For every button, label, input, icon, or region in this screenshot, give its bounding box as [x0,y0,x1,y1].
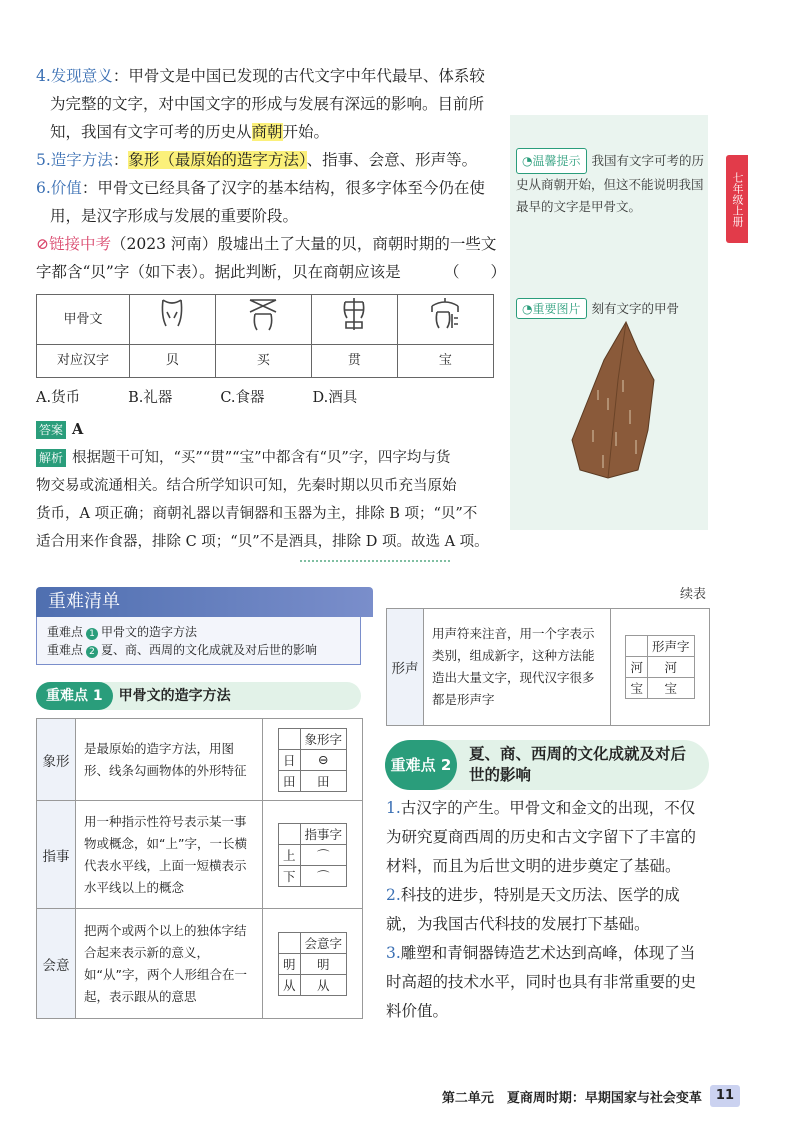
bei-oracle-glyph-icon [130,295,216,345]
item-5: 5.造字方法：象形（最原始的造字方法）、指事、会意、形声等。 [36,151,478,169]
method-row: 指事 用一种指示性符号表示某一事物或概念，如“上”字，一长横代表水平线，上面一短横表示水平线以上的概念 指事字 上 ⌒ 下 ⌒ [37,801,363,909]
answer: 答案 A [36,416,506,444]
section-2-header: 重难点 2 夏、商、西周的文化成就及对后世的影响 [385,740,709,790]
link-icon: ⊘ [36,235,49,253]
question-block: 4.发现意义：甲骨文是中国已发现的古代文字中年代最早、体系较 为完整的文字，对中国文字的形成与发展有深远的影响。目前所 知，我国有文字可考的历史从商朝开始。 5.造字方法：象形（最原始的造字方法）、指事、会意、形声等。 6.价值：甲骨文已经具备了汉字的基本结构，很多字体至今仍在使 用，是汉字形成与发展的重要阶段。 ⊘链接中考（2023 河南）殷墟出土了大量的贝，商朝时期的一些文 字都含“贝”字（如下表）。据此判断，贝在商朝应该是 （ ） 甲骨文 对应汉字 贝 买 贯 宝 A.货币 B.礼器 C.食器 D.酒具 答案 A 解析 根据题干可知，“买”“贯”“宝”中都含有“贝”字，四字均与货 物交易或流通相关。结合所学知识可知，先秦时期以贝币充当原始 货币，A 项正确；商朝礼器以青铜器和玉器为主，排除 B 项；“贝”不 适合用来作食器，排除 C 项；“贝”不是酒具，排除 D 项。故选 A 项。 [36,62,506,556]
section-2-list [386,794,710,1026]
grade-tab: 七年级上册 [726,155,748,243]
method-table [36,718,363,1019]
key-list-title: 重难清单 [36,587,373,617]
options [36,384,506,412]
oracle-table: 甲骨文 对应汉字 贝 买 贯 宝 [36,294,494,378]
page-number: 11 [710,1085,740,1107]
option-a: A.货币 [36,390,81,406]
tip-icon: ◔ [522,154,533,168]
list-item: 1.古汉字的产生。甲骨文和金文的出现，不仅为研究夏商西周的历史和古文字留下了丰富的材料，而且为后世文明的进步奠定了基础。 [386,799,697,875]
section-divider [300,560,450,562]
option-d: D.酒具 [312,390,358,406]
guan-oracle-glyph-icon [311,295,397,345]
item-6: 6.价值：甲骨文已经具备了汉字的基本结构，很多字体至今仍在使 [36,179,485,197]
option-b: B.礼器 [128,390,173,406]
item-4: 4.发现意义：甲骨文是中国已发现的古代文字中年代最早、体系较 [36,67,485,85]
tip-box: ◔温馨提示 我国有文字可考的历史从商朝开始，但这不能说明我国最早的文字是甲骨文。 [516,148,706,218]
analysis: 解析 根据题干可知，“买”“贯”“宝”中都含有“贝”字，四字均与货 物交易或流通相关。结合所学知识可知，先秦时期以贝币充当原始 货币，A 项正确；商朝礼器以青铜器和玉器为主，排除 B 项；“贝”不 适合用来作食器，排除 C 项；“贝”不是酒具，排除 D 项。故选 A 项。 [36,450,489,550]
phono-semantic-table: 形声 用声符来注音，用一个字表示类别，组成新字，这种方法能造出大量文字，现代汉字很多都是形声字 形声字 河 河 宝 宝 [386,608,710,726]
method-row: 象形 是最原始的造字方法，用图形、线条勾画物体的外形特征 象形字 日 ⊖ 田 田 [37,719,363,801]
key-list: 重难点 1 甲骨文的造字方法 重难点 2 夏、商、西周的文化成就及对后世的影响 [36,617,361,665]
list-item: 2.科技的进步，特别是天文历法、医学的成就，为我国古代科技的发展打下基础。 [386,886,680,933]
mai-oracle-glyph-icon [215,295,311,345]
continued-label: 续表 [680,587,707,602]
method-row: 会意 把两个或两个以上的独体字结合起来表示新的意义，如“从”字，两个人形组合在一起，表示跟从的意思 会意字 明 明 从 从 [37,909,363,1019]
section-1-header: 重难点 1 甲骨文的造字方法 [36,682,361,710]
picture-caption: ◔重要图片 刻有文字的甲骨 [516,298,706,319]
picture-icon: ◔ [522,302,533,316]
link-question: ⊘链接中考（2023 河南）殷墟出土了大量的贝，商朝时期的一些文 [36,235,497,253]
list-item: 3.雕塑和青铜器铸造艺术达到高峰，体现了当时高超的技术水平，同时也具有非常重要的史料价值。 [386,944,697,1020]
option-c: C.食器 [220,390,265,406]
page-footer: 第二单元 夏商周时期：早期国家与社会变革 11 [420,1083,740,1109]
bao-oracle-glyph-icon [397,295,493,345]
oracle-bone-image [568,320,658,480]
